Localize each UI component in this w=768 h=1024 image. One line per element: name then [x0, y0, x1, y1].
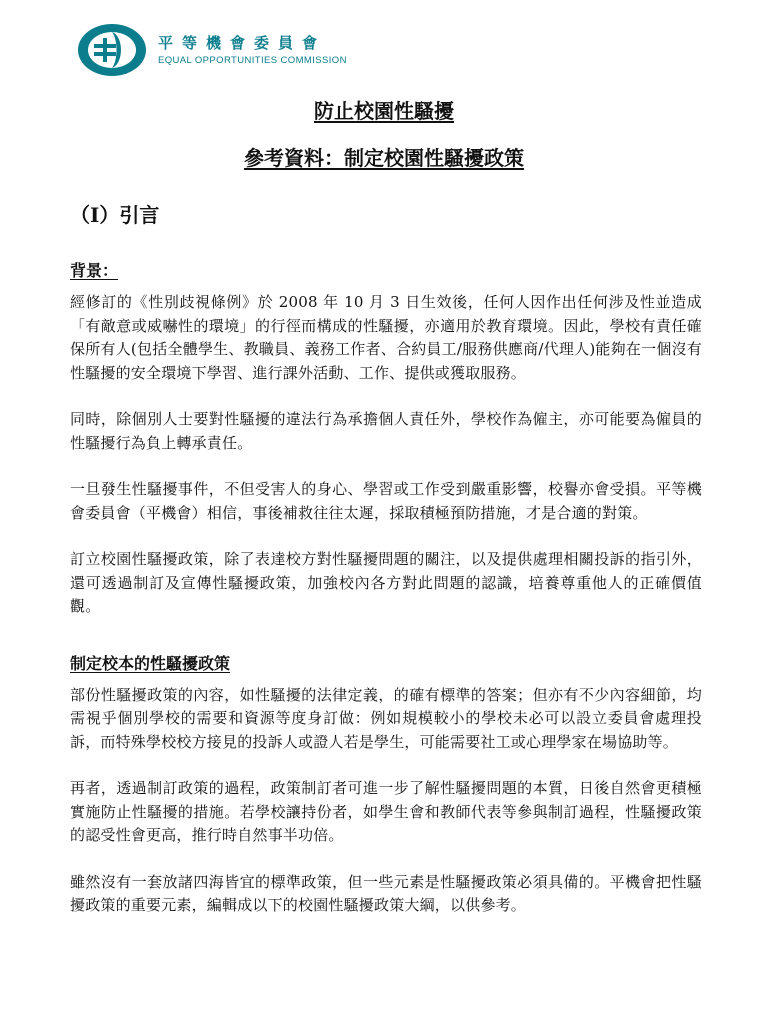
background-paragraph: 經修訂的《性別歧視條例》於 2008 年 10 月 3 日生效後，任何人因作出任何涉及性並造成「有敵意或威嚇性的環境」的行徑而構成的性騷擾，亦適用於教育環境。因此，學校有責任確保所有人(包括全體學生、教職員、義務工作者、合約員工/服務供應商/代理人)能夠在一個沒有性騷擾的安全環境下學習、進行課外活動、工作、提供或獲取服務。	[70, 293, 702, 382]
background-paragraph: 一旦發生性騷擾事件，不但受害人的身心、學習或工作受到嚴重影響，校譽亦會受損。平等機會委員會（平機會）相信，事後補救往往太遲，採取積極預防措施，才是合適的對策。	[70, 480, 702, 522]
background-paragraph: 同時，除個別人士要對性騷擾的違法行為承擔個人責任外，學校作為僱主，亦可能要為僱員的性騷擾行為負上轉承責任。	[70, 410, 702, 452]
policy-heading: 制定校本的性騷擾政策	[70, 653, 231, 673]
org-name-en: EQUAL OPPORTUNITIES COMMISSION	[158, 55, 347, 66]
background-paragraph: 訂立校園性騷擾政策，除了表達校方對性騷擾問題的關注，以及提供處理相關投訴的指引外，還可透過制訂及宣傳性騷擾政策，加強校內各方對此問題的認識，培養尊重他人的正確價值觀。	[70, 550, 702, 615]
background-heading: 背景：	[70, 261, 119, 280]
document-title: 防止校園性騷擾	[314, 99, 454, 123]
eoc-logo-icon	[76, 22, 148, 78]
letterhead	[76, 22, 347, 78]
policy-paragraph: 再者，透過制訂政策的過程，政策制訂者可進一步了解性騷擾問題的本質，日後自然會更積極實施防止性騷擾的措施。若學校讓持份者，如學生會和教師代表等參與制訂過程，性騷擾政策的認受性會更高，推行時自然事半功倍。	[70, 779, 702, 844]
policy-paragraph: 雖然沒有一套放諸四海皆宜的標準政策，但一些元素是性騷擾政策必須具備的。平機會把性騷擾政策的重要元素，編輯成以下的校園性騷擾政策大綱，以供參考。	[70, 872, 702, 914]
section-heading-introduction: （I）引言	[70, 203, 160, 227]
org-name-zh: 平等機會委員會	[158, 34, 327, 52]
document-subtitle: 參考資料：制定校園性騷擾政策	[244, 146, 524, 170]
policy-paragraph: 部份性騷擾政策的內容，如性騷擾的法律定義，的確有標準的答案；但亦有不少內容細節，均需視乎個別學校的需要和資源等度身訂做：例如規模較小的學校未必可以設立委員會處理投訴，而特殊學校校方接見的投訴人或證人若是學生，可能需要社工或心理學家在場協助等。	[70, 685, 702, 751]
document-body	[70, 258, 702, 941]
